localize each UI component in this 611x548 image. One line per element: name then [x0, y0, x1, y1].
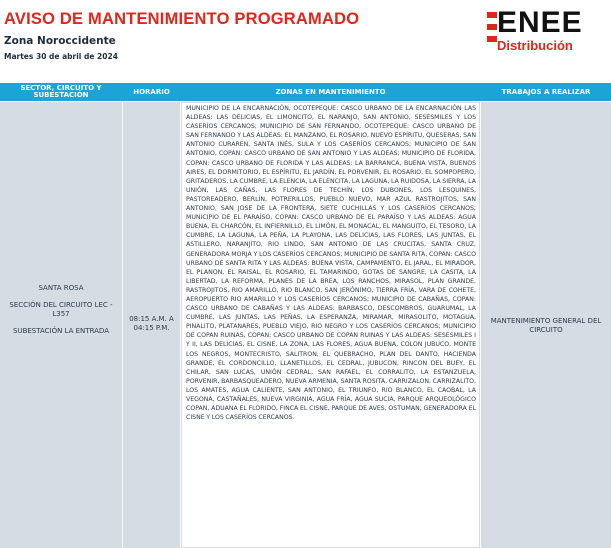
schedule-time: 08:15 A.M. A 04:15 P.M.: [129, 315, 174, 332]
sector-info: [0, 284, 122, 344]
logo-bars-icon: [487, 12, 497, 42]
circuit-section: SECCIÓN DEL CIRCUITO LEC - L357: [9, 301, 113, 318]
notice-date: Martes 30 de abril de 2024: [4, 52, 118, 61]
zones-text: MUNICIPIO DE LA ENCARNACIÓN, OCOTEPEQUE: CASCO URBANO DE LA ENCARNACIÓN LAS ALDEAS: LAS DELICIAS, EL LIMONCITO, EL NARANJO, SAN ANTONIO, SESESMILES Y LOS CASERÍOS CERCANOS; MUNICIPIO DE SAN FERNANDO, OCOTEPEQUE: CASCO URBANO DE SAN FERNANDO Y LAS ALDEAS: EL MANZANO, EL ROSARIO, NUEVO ESPÍRITU, QUESERAS, SAN ANTONIO CURAREN, SANTA INÉS, SULA Y LOS CASERÍOS CERCANOS; MUNICIPIO DE SAN ANTONIO, COPAN: CASCO URBANO DE SAN ANTONIO Y LAS ALDEAS; MUNICIPIO DE FLORIDA, COPAN: CASCO URBANO DE FLORIDA Y LAS ALDEAS: LA BARRANCA, BUENA VISTA, BUENOS AIRES, EL DORMITORIO, EL ESPÍRITU, EL JARDÍN, EL PORVENIR, EL ROSARIO, EL SOMPOPERO, GRITADEROS, LA CUMBRE, LA ELENCIA, LA ELENCITA, LA LAGUNA, LA RUIDOSA, LA SIERRA, LA UNIÓN, LAS CAÑAS, LAS FLORES DE TECHÍN, LOS DUBONES, LOS LESQUINES, PASTOREADERO, BERLÍN, POTRERILLOS, PUEBLO NUEVO, MAR AZUL RASTROJITOS, SAN ANTONIO, SAN JOSE DE LA FRONTERA, SIETE CUCHILLAS Y LOS CASERÍOS CERCANOS; MUNICIPIO DE EL PARAÍSO, COPAN: CASCO URBANO DE EL PARAÍSO Y LAS ALDEAS: AGUA BUENA, EL CHARCÓN, EL INFIERNILLO, EL LIMÓN, EL MONACAL, EL MANGUITO, EL TESORO, LA CUMBRE, LA LAGUNA, LA PEÑA, LA PLAYONA, LAS DELICIAS, LAS FLORES, LAS JUNTAS, EL ASTILLERO, NARANJITO, RIO LINDO, SAN ANTONIO DE LAS CRUCITAS, SANTA CRUZ, GENERADORA MORJA Y LOS CASERÍOS CERCANOS; MUNICIPIO DE SANTA RITA, COPAN: CASCO URBANO DE SANTA RITA Y LAS ALDEAS: BUENA VISTA, CAMPAMENTO, EL JARAL, EL MIRADOR, EL PLANON, EL RAISAL, EL ROSARIO, EL TAMARINDO, GOTAS DE SANGRE, LA CASITA, LA LIBERTAD, LA REFORMA, PLANES DE LA BREA, LOS RANCHOS, MIRASOL, PLAN GRANDE, RASTROJITOS, RIO AMARILLO, RIO BLANCO, SAN JERÓNIMO, TIERRA FRÍA, VARA DE COHETE, AEROPUERTO RIO AMARILLO Y LOS CASERÍOS CERCANOS; MUNICIPIO DE CABAÑAS, COPAN: CASCO URBANO DE CABAÑAS Y LAS ALDEAS: BARBASCO, DESCOMBROS, GUARUMAL, LA CUMBRE, LAS JUNTAS, LAS PEÑAS, LA ESPERANZA, MIRAMAR, MIRASOLITO, MOTAGUA, PINALITO, PLATANARES, PUEBLO VIEJO, RIO NEGRO Y LOS CASERÍOS CERCANOS; MUNICIPIO DE COPAN RUINAS, COPAN: CASCO URBANO DE COPAN RUINAS Y LAS ALDEAS: SESESMILES I Y II, LAS DELICIAS, EL CISNE, LA ZONA, LAS FLORES, AGUA BUENA, COLON JUBUCO, MONTE LOS NEGROS, MONTECRISTO, SALITRON, EL QUEBRACHO, PLAN DEL DANTO, HACIENDA GRANDE, EL CORDONCILLO, LLANETILLOS, EL CEDRAL, JUBUCON, RINCON DEL BUEY, EL CHILAR, SAN LUCAS, UNIÓN CEDRAL, SAN RAFAEL, EL CORRALITO, LA ESTANZUELA, PORVENIR, BARBASQUEADERO, NUEVA ARMENIA, SANTA ROSITA, CARRIZALON, CARRIZALITO, LOS AMATES, AGUA CALIENTE, SAN ANTONIO, EL TRIUNFO, RIO BLANCO, EL CAOBAL, LA VEGONA, CASTAÑALES, NUEVA VIRGINIA, AGUA FRÍA, AGUA SUCIA, PARQUE ARQUEOLÓGICO COPAN, ADUANA EL FLORIDO, FINCA EL CISNE, PARQUE DE AVES, OSTUMAN, GENERADORA EL CISNE Y LOS CASERÍOS CERCANOS.: [186, 105, 476, 422]
substation-name: SUBESTACIÓN LA ENTRADA: [13, 327, 109, 335]
work-description: MANTENIMIENTO GENERAL DEL CIRCUITO: [490, 317, 602, 334]
notice-header: [0, 0, 611, 80]
horario-cell: [123, 102, 180, 548]
zonas-cell: [181, 102, 480, 548]
trabajo-cell: [481, 102, 611, 548]
header-trabajos: TRABAJOS A REALIZAR: [501, 87, 591, 96]
sector-cell: [0, 102, 122, 548]
logo-wordmark: ENEE: [497, 6, 583, 39]
header-horario: HORARIO: [133, 87, 170, 96]
header-sector: SECTOR, CIRCUITO Y SUBESTACIÓN: [20, 84, 102, 99]
page-title: AVISO DE MANTENIMIENTO PROGRAMADO: [4, 10, 360, 28]
sector-name: SANTA ROSA: [38, 284, 84, 292]
zone-name: Zona Noroccidente: [4, 35, 116, 47]
header-zonas: ZONAS EN MANTENIMIENTO: [275, 87, 386, 96]
table-row: [0, 102, 611, 548]
logo-subtitle: Distribución: [497, 38, 573, 53]
maintenance-table: [0, 83, 611, 548]
table-header: [0, 83, 611, 101]
enee-logo: [487, 8, 607, 54]
